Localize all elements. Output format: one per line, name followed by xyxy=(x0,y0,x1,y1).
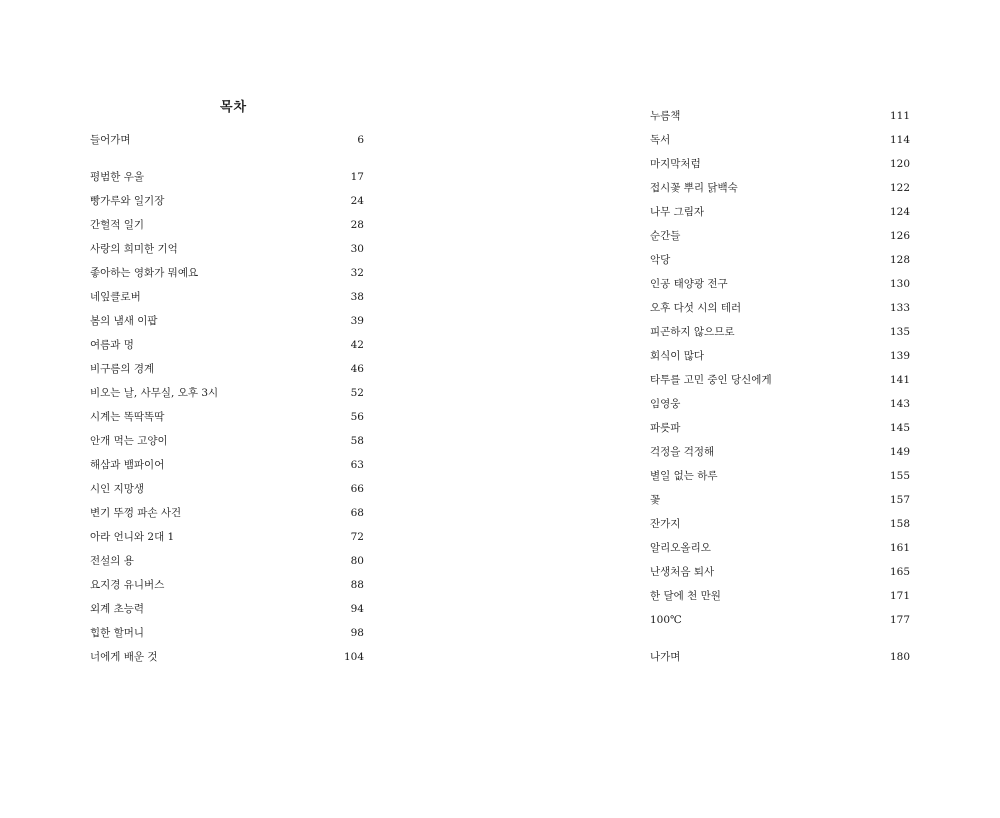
toc-entry-title: 전설의 용 xyxy=(90,555,134,567)
toc-entry xyxy=(90,624,364,642)
toc-entry xyxy=(90,648,364,666)
toc-entry xyxy=(90,240,364,258)
toc-entry-title: 시인 지망생 xyxy=(90,483,145,495)
toc-entry xyxy=(650,371,910,389)
toc-entry-page-number: 80 xyxy=(350,555,364,567)
toc-entry-title: 임영웅 xyxy=(650,398,681,410)
toc-entry xyxy=(90,408,364,426)
toc-entry-page-number: 161 xyxy=(889,542,910,554)
toc-entry-title: 마지막처럼 xyxy=(650,158,701,170)
toc-title: 목차 xyxy=(220,100,248,115)
toc-entry xyxy=(90,192,364,210)
toc-entry-page-number: 124 xyxy=(889,206,910,218)
toc-entry xyxy=(650,539,910,557)
toc-entry-page-number: 120 xyxy=(889,158,910,170)
toc-entry xyxy=(650,251,910,269)
toc-entry-title: 잔가지 xyxy=(650,518,681,530)
toc-entry xyxy=(90,600,364,618)
toc-entry xyxy=(650,419,910,437)
toc-entry-title: 비구름의 경계 xyxy=(90,363,155,375)
toc-entry-page-number: 6 xyxy=(357,134,364,146)
toc-entry-title: 피곤하지 않으므로 xyxy=(650,326,735,338)
toc-entry xyxy=(90,384,364,402)
toc-entry-page-number: 122 xyxy=(889,182,910,194)
toc-entry-page-number: 135 xyxy=(889,326,910,338)
toc-entry xyxy=(90,264,364,282)
toc-entry xyxy=(650,443,910,461)
toc-entry-page-number: 128 xyxy=(889,254,910,266)
toc-entry-title: 빵가루와 일기장 xyxy=(90,195,165,207)
toc-entry xyxy=(650,648,910,666)
toc-entry-title: 좋아하는 영화가 뭐예요 xyxy=(90,267,199,279)
toc-entry xyxy=(650,587,910,605)
toc-entry xyxy=(90,216,364,234)
toc-entry-page-number: 157 xyxy=(889,494,910,506)
toc-entry-title: 누름책 xyxy=(650,110,681,122)
toc-entry-title: 간헐적 일기 xyxy=(90,219,145,231)
toc-entry-page-number: 111 xyxy=(889,110,910,122)
toc-entry-title: 파릇파 xyxy=(650,422,681,434)
toc-entry-page-number: 39 xyxy=(350,315,364,327)
toc-entry-page-number: 114 xyxy=(889,134,910,146)
toc-entry xyxy=(650,275,910,293)
toc-entry xyxy=(650,515,910,533)
toc-entry-page-number: 171 xyxy=(889,590,910,602)
toc-entry xyxy=(650,299,910,317)
toc-entry-page-number: 38 xyxy=(350,291,364,303)
toc-entry-page-number: 94 xyxy=(350,603,364,615)
toc-entry-title: 아라 언니와 2대 1 xyxy=(90,531,175,543)
toc-entry xyxy=(90,336,364,354)
toc-entry-title: 여름과 멍 xyxy=(90,339,134,351)
toc-entry-title: 악당 xyxy=(650,254,671,266)
toc-entry-page-number: 52 xyxy=(350,387,364,399)
toc-entry-title: 들어가며 xyxy=(90,134,131,146)
toc-entry-title: 시계는 똑딱똑딱 xyxy=(90,411,165,423)
toc-entry-page-number: 56 xyxy=(350,411,364,423)
toc-entry-title: 알리오올리오 xyxy=(650,542,711,554)
toc-entry xyxy=(650,323,910,341)
toc-entry-page-number: 145 xyxy=(889,422,910,434)
toc-entry xyxy=(650,491,910,509)
toc-entry xyxy=(650,155,910,173)
toc-entry-page-number: 88 xyxy=(350,579,364,591)
toc-entry xyxy=(90,312,364,330)
toc-entry xyxy=(650,611,910,629)
toc-entry-title: 인공 태양광 전구 xyxy=(650,278,728,290)
toc-entry xyxy=(90,576,364,594)
toc-entry-title: 나무 그림자 xyxy=(650,206,705,218)
toc-entry xyxy=(90,552,364,570)
toc-entry xyxy=(90,360,364,378)
toc-entry-page-number: 46 xyxy=(350,363,364,375)
toc-entry-title: 비오는 날, 사무실, 오후 3시 xyxy=(90,387,219,399)
toc-entry-page-number: 126 xyxy=(889,230,910,242)
toc-entry-page-number: 17 xyxy=(350,171,364,183)
toc-entry xyxy=(650,179,910,197)
toc-entry-page-number: 32 xyxy=(350,267,364,279)
toc-entry xyxy=(650,347,910,365)
toc-entry-title: 나가며 xyxy=(650,651,681,663)
toc-entry xyxy=(90,480,364,498)
toc-entry-page-number: 133 xyxy=(889,302,910,314)
toc-entry-title: 평범한 우울 xyxy=(90,171,145,183)
toc-entry xyxy=(90,168,364,186)
toc-entry-page-number: 72 xyxy=(350,531,364,543)
toc-entry-title: 너에게 배운 것 xyxy=(90,651,158,663)
toc-entry-page-number: 104 xyxy=(343,651,364,663)
toc-entry-page-number: 63 xyxy=(350,459,364,471)
toc-entry-title: 걱정을 걱정해 xyxy=(650,446,715,458)
toc-entry-page-number: 68 xyxy=(350,507,364,519)
toc-entry-title: 100℃ xyxy=(650,614,682,626)
toc-entry-page-number: 165 xyxy=(889,566,910,578)
toc-entry-page-number: 141 xyxy=(889,374,910,386)
toc-entry-title: 봄의 냄새 이팝 xyxy=(90,315,158,327)
toc-entry-page-number: 143 xyxy=(889,398,910,410)
toc-entry-title: 오후 다섯 시의 테러 xyxy=(650,302,742,314)
toc-entry-title: 힙한 할머니 xyxy=(90,627,145,639)
toc-entry-title: 회식이 많다 xyxy=(650,350,705,362)
toc-entry-page-number: 130 xyxy=(889,278,910,290)
toc-entry-title: 꽃 xyxy=(650,494,661,506)
toc-entry-title: 해삼과 뱀파이어 xyxy=(90,459,165,471)
toc-entry xyxy=(650,563,910,581)
toc-entry xyxy=(90,456,364,474)
toc-entry-page-number: 155 xyxy=(889,470,910,482)
toc-entry xyxy=(90,528,364,546)
toc-entry-title: 사랑의 희미한 기억 xyxy=(90,243,178,255)
toc-entry-page-number: 98 xyxy=(350,627,364,639)
toc-entry xyxy=(650,395,910,413)
toc-entry-page-number: 177 xyxy=(889,614,910,626)
toc-entry-title: 접시꽃 뿌리 닭백숙 xyxy=(650,182,738,194)
toc-entry-page-number: 24 xyxy=(350,195,364,207)
toc-entry-page-number: 42 xyxy=(350,339,364,351)
toc-entry xyxy=(650,107,910,125)
toc-entry xyxy=(90,131,364,149)
toc-entry-page-number: 149 xyxy=(889,446,910,458)
toc-entry-page-number: 30 xyxy=(350,243,364,255)
toc-entry-page-number: 58 xyxy=(350,435,364,447)
toc-entry-title: 네잎클로버 xyxy=(90,291,141,303)
toc-entry-title: 타투를 고민 중인 당신에게 xyxy=(650,374,772,386)
toc-entry-title: 요지경 유니버스 xyxy=(90,579,165,591)
toc-entry-title: 변기 뚜껑 파손 사건 xyxy=(90,507,182,519)
toc-entry-title: 안개 먹는 고양이 xyxy=(90,435,168,447)
toc-entry xyxy=(90,504,364,522)
toc-entry-title: 난생처음 퇴사 xyxy=(650,566,715,578)
toc-entry-page-number: 180 xyxy=(889,651,910,663)
toc-entry-page-number: 28 xyxy=(350,219,364,231)
toc-entry-title: 한 달에 천 만원 xyxy=(650,590,721,602)
toc-entry xyxy=(90,432,364,450)
toc-entry-title: 독서 xyxy=(650,134,671,146)
toc-entry xyxy=(650,467,910,485)
toc-entry-page-number: 66 xyxy=(350,483,364,495)
toc-entry-title: 순간들 xyxy=(650,230,681,242)
toc-entry-title: 외계 초능력 xyxy=(90,603,145,615)
toc-entry-page-number: 139 xyxy=(889,350,910,362)
toc-entry xyxy=(650,131,910,149)
toc-entry-title: 별일 없는 하루 xyxy=(650,470,718,482)
toc-entry xyxy=(650,203,910,221)
toc-entry-page-number: 158 xyxy=(889,518,910,530)
toc-entry xyxy=(90,288,364,306)
toc-entry xyxy=(650,227,910,245)
